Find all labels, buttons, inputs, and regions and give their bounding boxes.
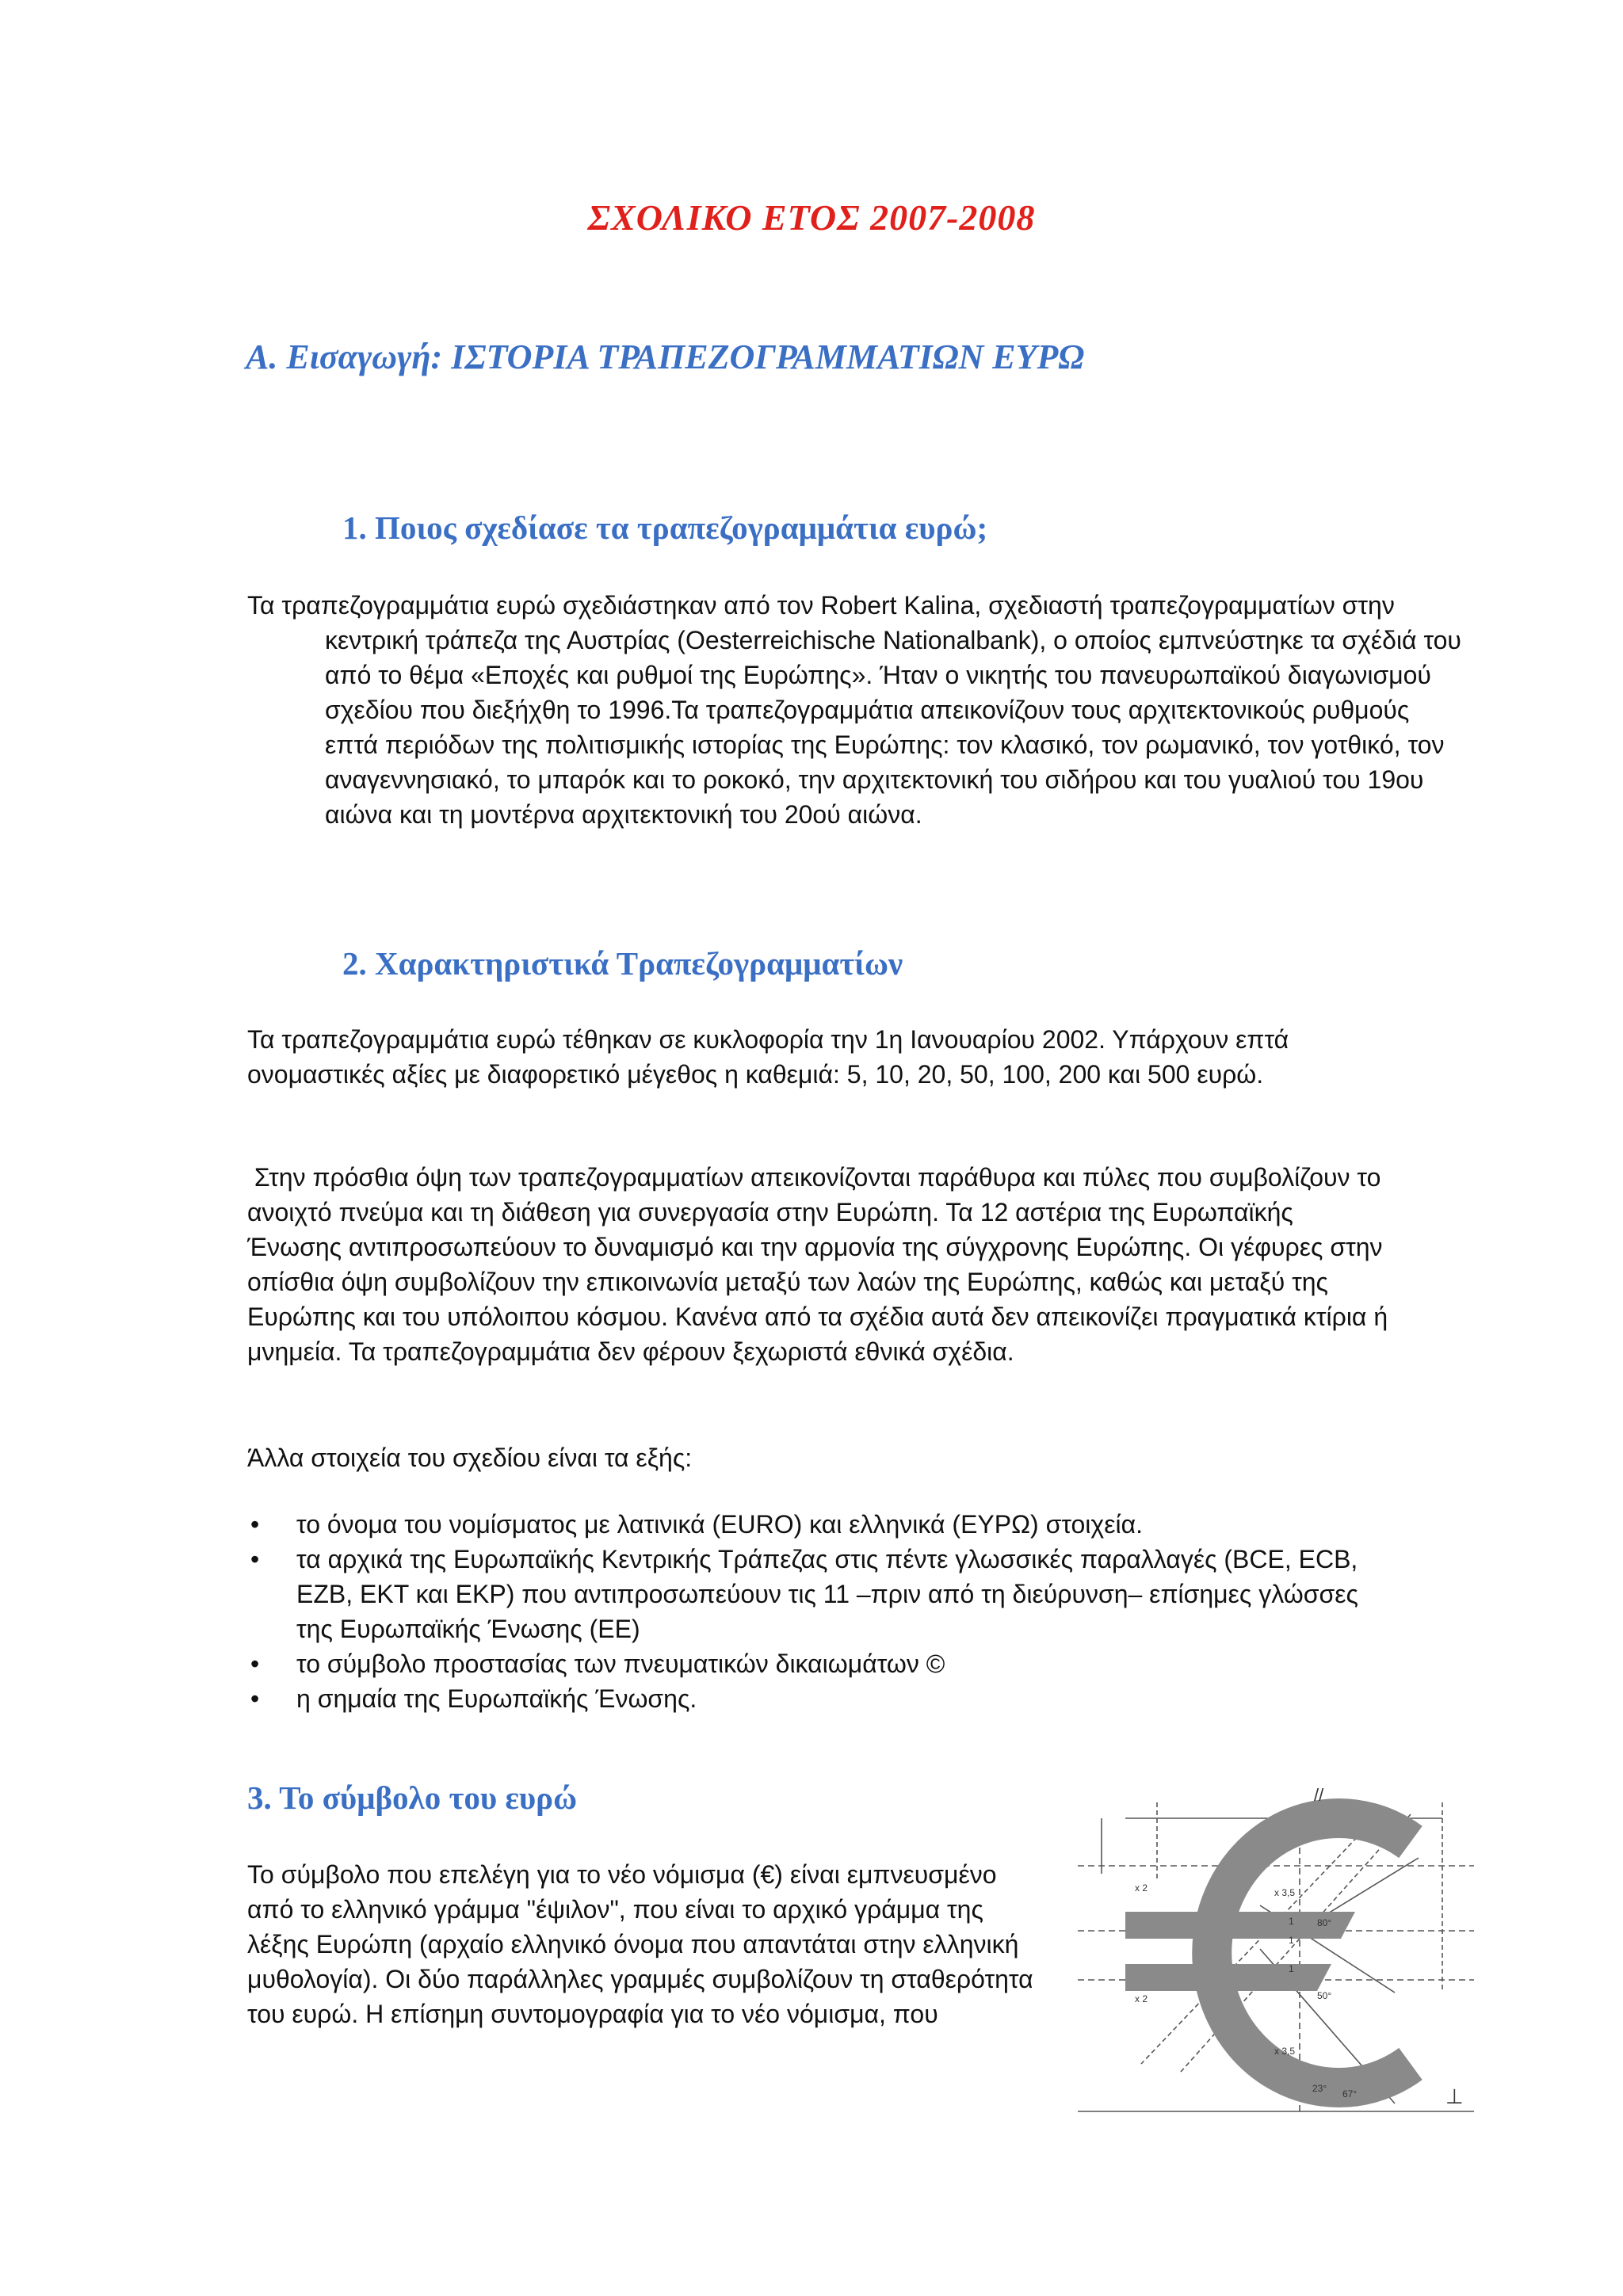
- list-item: [247, 1507, 1388, 1542]
- figure-label-perp: ⊥: [1445, 2084, 1464, 2108]
- figure-label-one-a: 1: [1289, 1916, 1294, 1927]
- list-item-text: η σημαία της Ευρωπαϊκής Ένωσης.: [296, 1684, 697, 1713]
- list-item-text: το όνομα του νομίσματος με λατινικά (EURO) και ελληνικά (ΕΥΡΩ) στοιχεία.: [296, 1510, 1143, 1539]
- figure-label-angle80: 80°: [1317, 1917, 1332, 1928]
- school-year-title: ΣΧΟΛΙΚΟ ΕΤΟΣ 2007-2008: [587, 197, 1036, 238]
- bullet-icon: •: [250, 1510, 260, 1539]
- list-item: [247, 1646, 1388, 1681]
- bullet-icon: •: [250, 1650, 260, 1678]
- section-1-paragraph: Τα τραπεζογραμμάτια ευρώ σχεδιάστηκαν από τον Robert Kalina, σχεδιαστή τραπεζογραμματίων στην κεντρική τράπεζα της Αυστρίας (Oesterreichische Nationalbank), ο οποίος εμπνεύστηκε τα σχέδιά του από το θέμα «Εποχές και ρυθμοί της Ευρώπης». Ήταν ο νικητής του πανευρωπαϊκού διαγωνισμού σχεδίου που διεξήχθη το 1996.Τα τραπεζογραμμάτια απεικονίζουν τους αρχιτεκτονικούς ρυθμούς επτά περιόδων της πολιτισμικής ιστορίας της Ευρώπης: τον κλασικό, τον ρωμανικό, τον γοτθικό, τον αναγεννησιακό, το μπαρόκ και το ροκοκό, την αρχιτεκτονική του σιδήρου και του γυαλιού του 19ου αιώνα και τη μοντέρνα αρχιτεκτονική του 20ού αιώνα.: [247, 591, 1461, 829]
- intro-title: Α. Εισαγωγή: ΙΣΤΟΡΙΑ ΤΡΑΠΕΖΟΓΡΑΜΜΑΤΙΩΝ ΕΥΡΩ: [246, 338, 1085, 376]
- section-2-paragraph-1: Τα τραπεζογραμμάτια ευρώ τέθηκαν σε κυκλοφορία την 1η Ιανουαρίου 2002. Υπάρχουν επτά ονομαστικές αξίες με διαφορετικό μέγεθος η καθεμιά: 5, 10, 20, 50, 100, 200 και 500 ευρώ.: [247, 1025, 1289, 1089]
- figure-label-x2-top: x 2: [1135, 1882, 1148, 1894]
- figure-label-angle23: 23°: [1312, 2083, 1327, 2094]
- section-1-title: 1. Ποιος σχεδίασε τα τραπεζογραμμάτια ευρώ;: [342, 509, 988, 546]
- figure-label-angle50: 50°: [1317, 1990, 1332, 2001]
- euro-symbol-shape: [1125, 1818, 1411, 2088]
- section-2-paragraph-2: Στην πρόσθια όψη των τραπεζογραμματίων απεικονίζονται παράθυρα και πύλες που συμβολίζουν το ανοιχτό πνεύμα και τη διάθεση για συνεργασία στην Ευρώπη. Τα 12 αστέρια της Ευρωπαϊκής Ένωσης αντιπροσωπεύουν το δυναμισμό και την αρμονία της σύγχρονης Ευρώπης. Οι γέφυρες στην οπίσθια όψη συμβολίζουν την επικοινωνία μεταξύ των λαών της Ευρώπης, καθώς και μεταξύ της Ευρώπης και του υπόλοιπου κόσμου. Κανένα από τα σχέδια αυτά δεν απεικονίζει πραγματικά κτίρια ή μνημεία. Τα τραπεζογραμμάτια δεν φέρουν ξεχωριστά εθνικά σχέδια.: [247, 1163, 1395, 1366]
- design-elements-list: [247, 1507, 1388, 1716]
- figure-label-x35-bottom: x 3,5: [1274, 2046, 1296, 2057]
- list-item-text: το σύμβολο προστασίας των πνευματικών δικαιωμάτων ©: [296, 1650, 945, 1678]
- list-item: [247, 1542, 1388, 1646]
- section-2-paragraph-3: Άλλα στοιχεία του σχεδίου είναι τα εξής:: [247, 1444, 693, 1472]
- figure-label-angle67: 67°: [1342, 2088, 1358, 2100]
- list-item: [247, 1681, 1388, 1716]
- bullet-icon: •: [250, 1684, 260, 1713]
- figure-label-x35-top: x 3,5: [1274, 1887, 1296, 1898]
- bullet-icon: •: [250, 1545, 260, 1573]
- figure-label-top: //: [1314, 1787, 1324, 1805]
- euro-symbol-construction-figure: [1078, 1787, 1474, 2119]
- figure-label-one-c: 1: [1289, 1963, 1294, 1974]
- figure-label-x2-bottom: x 2: [1135, 1993, 1148, 2004]
- list-item-text: τα αρχικά της Ευρωπαϊκής Κεντρικής Τράπεζας στις πέντε γλωσσικές παραλλαγές (BCE, ECB, EZB, EKT και EKP) που αντιπροσωπεύουν τις 11 –πριν από τη διεύρυνση– επίσημες γλώσσες της Ευρωπαϊκής Ένωσης (ΕΕ): [296, 1545, 1358, 1643]
- section-3-title: 3. Το σύμβολο του ευρώ: [247, 1779, 578, 1816]
- section-3-paragraph: Το σύμβολο που επελέγη για το νέο νόμισμα (€) είναι εμπνευσμένο από το ελληνικό γράμμα "έψιλον", που είναι το αρχικό γράμμα της λέξης Ευρώπη (αρχαίο ελληνικό όνομα που απαντάται στην ελληνική μυθολογία). Οι δύο παράλληλες γραμμές συμβολίζουν τη σταθερότητα του ευρώ. Η επίσημη συντομογραφία για το νέο νόμισμα, που: [247, 1860, 1033, 2028]
- section-2-title: 2. Χαρακτηριστικά Τραπεζογραμματίων: [342, 945, 903, 982]
- figure-label-one-b: 1: [1289, 1935, 1294, 1946]
